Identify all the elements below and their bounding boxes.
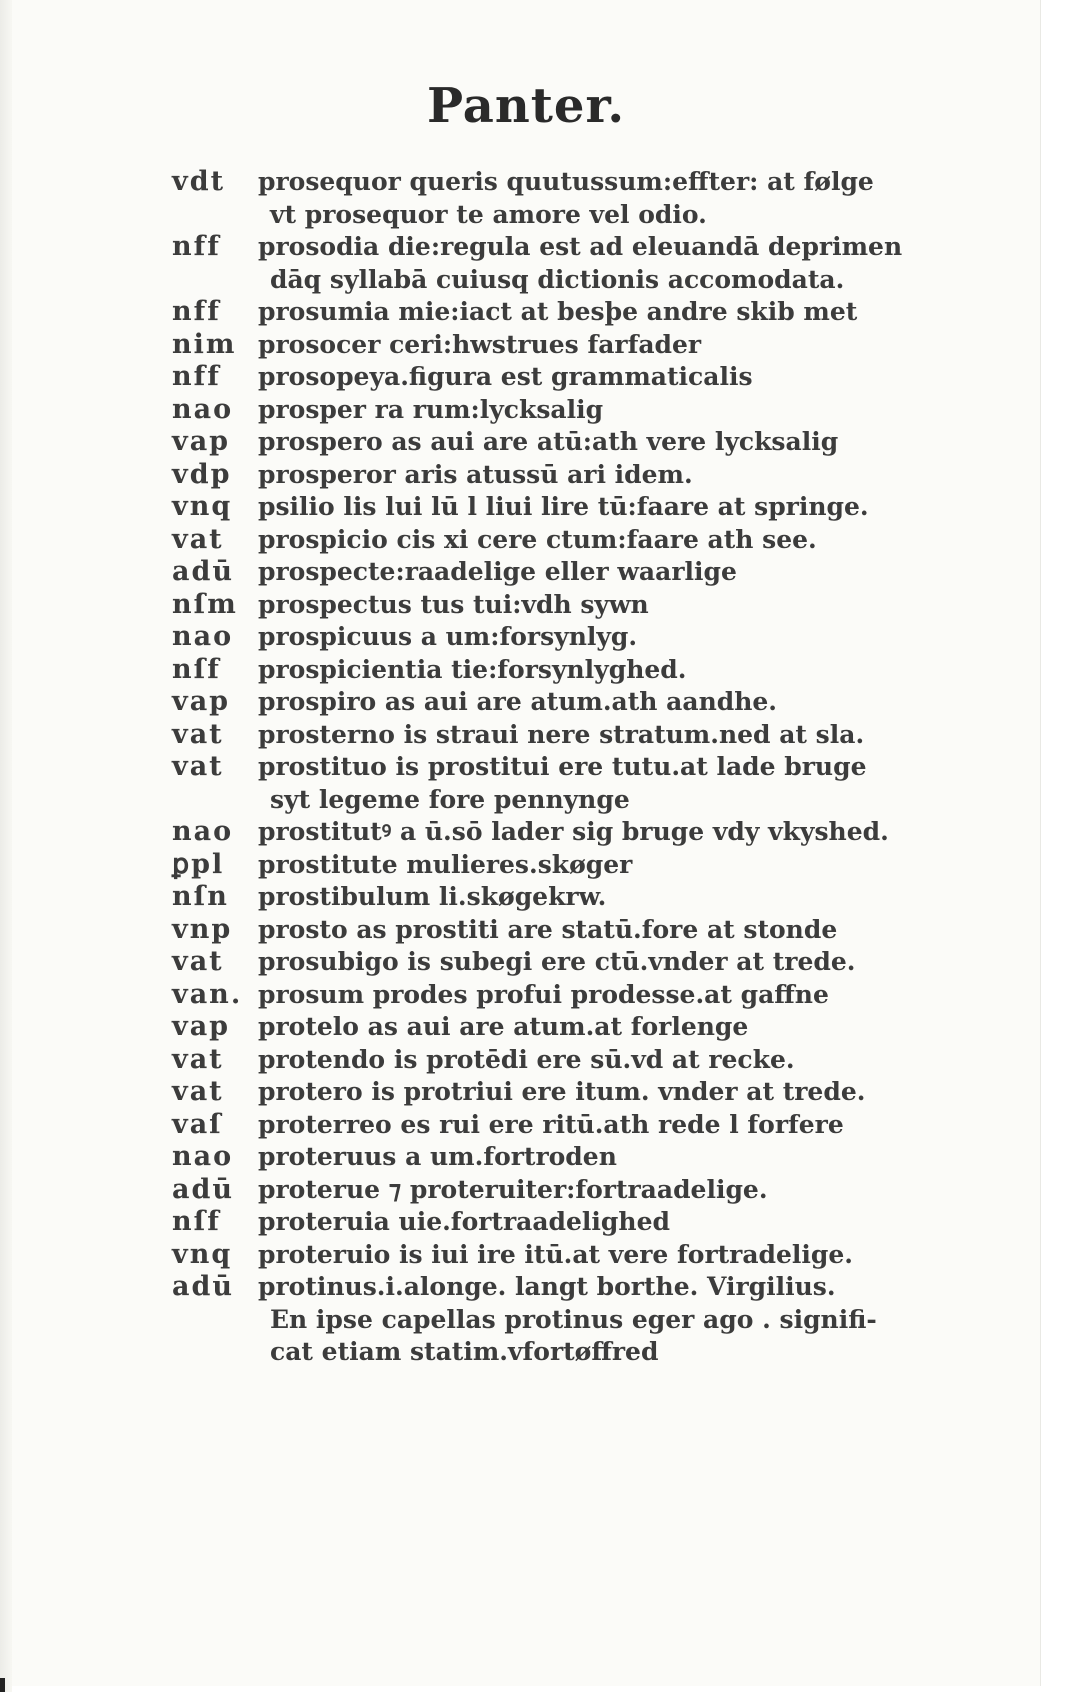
dictionary-entry <box>172 654 972 687</box>
entry-headline: prospicientia tie:forsynlyghed. <box>258 654 687 684</box>
entry-headline: prosodia die:regula est ad eleuandā deprimen <box>258 232 903 261</box>
grammar-code: nſf <box>172 653 221 685</box>
grammar-code: nſm <box>172 588 238 620</box>
entry-headline: proterue ⁊ proteruiter:fortraadelige. <box>258 1174 768 1204</box>
dictionary-entry <box>172 1076 972 1109</box>
entry-text <box>258 296 972 329</box>
entry-text <box>258 329 972 362</box>
entry-text <box>258 166 972 231</box>
scan-corner-mark <box>0 1678 5 1692</box>
entry-text <box>258 524 972 557</box>
grammar-code: vap <box>172 426 231 457</box>
grammar-code: vap <box>172 1011 231 1042</box>
entry-headline: prosper ra rum:lycksalig <box>258 394 604 424</box>
entry-text <box>258 979 972 1012</box>
entry-text <box>258 361 972 394</box>
entry-headline: prospicuus a um:forsynlyg. <box>258 622 638 651</box>
dictionary-entry <box>172 459 972 492</box>
entry-text <box>258 621 972 654</box>
entry-headline: proteruus a um.fortroden <box>258 1142 617 1171</box>
entry-text <box>258 816 972 849</box>
dictionary-entries <box>172 166 972 1369</box>
entry-text <box>258 719 972 752</box>
grammar-code: vap <box>172 686 231 717</box>
dictionary-entry <box>172 361 972 394</box>
entry-text <box>258 394 972 427</box>
dictionary-entry <box>172 589 972 622</box>
dictionary-entry <box>172 751 972 816</box>
entry-headline: prosequor queris quutussum:effter: at følge <box>258 167 874 196</box>
dictionary-entry <box>172 719 972 752</box>
entry-headline: prostitutꝰ a ū.sō lader sig bruge vdy vkyshed. <box>258 817 889 846</box>
dictionary-entry <box>172 621 972 654</box>
entry-text <box>258 589 972 622</box>
dictionary-entry <box>172 426 972 459</box>
dictionary-entry <box>172 1271 972 1369</box>
entry-headline: prosto as prostiti are statū.fore at stonde <box>258 914 838 944</box>
dictionary-entry <box>172 946 972 979</box>
dictionary-entry <box>172 849 972 882</box>
entry-headline: protendo is protēdi ere sū.vd at recke. <box>258 1044 795 1074</box>
dictionary-entry <box>172 1109 972 1142</box>
entry-text <box>258 1271 972 1369</box>
grammar-code: vaſ <box>172 1108 223 1140</box>
entry-text <box>258 1076 972 1109</box>
grammar-code: nſf <box>172 1206 221 1237</box>
dictionary-entry <box>172 231 972 296</box>
dictionary-entry <box>172 1141 972 1174</box>
grammar-code: nao <box>172 393 234 425</box>
entry-continuation: syt legeme fore pennynge <box>270 784 630 814</box>
entry-headline: psilio lis lui lū l liui lire tū:faare at springe. <box>258 492 869 521</box>
entry-headline: prosocer ceri:hwstrues farfader <box>258 329 702 359</box>
dictionary-entry <box>172 1011 972 1044</box>
grammar-code: van. <box>172 978 243 1010</box>
grammar-code: nao <box>172 1141 234 1172</box>
entry-text <box>258 751 972 816</box>
dictionary-entry <box>172 1174 972 1207</box>
entry-headline: prosperor aris atussū ari idem. <box>258 459 693 489</box>
entry-text <box>258 1174 972 1207</box>
grammar-code: vat <box>172 718 224 750</box>
dictionary-entry <box>172 914 972 947</box>
entry-headline: prostibulum li.skøgekrw. <box>258 882 607 911</box>
dictionary-entry <box>172 296 972 329</box>
grammar-code: nff <box>172 361 221 392</box>
grammar-code: vnq <box>172 1238 233 1270</box>
grammar-code: adū <box>172 1271 235 1302</box>
entry-text <box>258 1044 972 1077</box>
dictionary-entry <box>172 1239 972 1272</box>
grammar-code: vnp <box>172 913 233 945</box>
entry-headline: prostitute mulieres.skøger <box>258 849 633 879</box>
grammar-code: nao <box>172 816 234 847</box>
entry-text <box>258 914 972 947</box>
entry-headline: prosum prodes profui prodesse.at gaffne <box>258 979 829 1009</box>
entry-headline: proteruia uie.fortraadelighed <box>258 1207 670 1236</box>
entry-headline: prospero as aui are atū:ath vere lycksalig <box>258 427 839 456</box>
entry-headline: prospecte:raadelige eller waarlige <box>258 557 737 586</box>
grammar-code: nao <box>172 621 234 652</box>
dictionary-entry <box>172 881 972 914</box>
dictionary-entry <box>172 686 972 719</box>
grammar-code: nff <box>172 231 221 262</box>
scan-edge-shadow <box>0 0 12 1692</box>
dictionary-entry <box>172 166 972 231</box>
grammar-code: vat <box>172 1043 224 1075</box>
dictionary-entry <box>172 394 972 427</box>
entry-continuation: dāq syllabā cuiusq dictionis accomodata. <box>270 264 845 294</box>
entry-headline: prospectus tus tui:vdh sywn <box>258 589 649 619</box>
entry-continuation: vt prosequor te amore vel odio. <box>270 199 707 229</box>
entry-headline: proterreo es rui ere ritū.ath rede l forfere <box>258 1109 844 1139</box>
entry-text <box>258 459 972 492</box>
entry-text <box>258 426 972 459</box>
grammar-code: vat <box>172 946 224 977</box>
dictionary-entry <box>172 329 972 362</box>
entry-text <box>258 556 972 589</box>
entry-headline: prostituo is prostitui ere tutu.at lade bruge <box>258 752 867 781</box>
grammar-code: vat <box>172 1076 224 1107</box>
entry-headline: proteruio is iui ire itū.at vere fortradelige. <box>258 1239 854 1269</box>
entry-headline: protinus.i.alonge. langt borthe. Virgilius. <box>258 1272 836 1301</box>
dictionary-entry <box>172 556 972 589</box>
entry-text <box>258 1239 972 1272</box>
entry-text <box>258 946 972 979</box>
entry-text <box>258 1109 972 1142</box>
entry-continuation: cat etiam statim.vfortøffred <box>270 1337 659 1366</box>
grammar-code: vat <box>172 523 224 555</box>
dictionary-entry <box>172 524 972 557</box>
entry-text <box>258 654 972 687</box>
entry-headline: prospicio cis xi cere ctum:faare ath see. <box>258 524 817 554</box>
grammar-code: nim <box>172 328 237 360</box>
grammar-code: nff <box>172 296 221 327</box>
dictionary-entry <box>172 1044 972 1077</box>
entry-headline: prospiro as aui are atum.ath aandhe. <box>258 687 778 716</box>
dictionary-entry <box>172 816 972 849</box>
grammar-code: adū <box>172 1173 235 1205</box>
entry-text <box>258 231 972 296</box>
entry-headline: prosubigo is subegi ere ctū.vnder at trede. <box>258 947 856 976</box>
page <box>12 0 1041 1686</box>
dictionary-entry <box>172 979 972 1012</box>
grammar-code: adū <box>172 556 235 587</box>
grammar-code: nſn <box>172 881 229 912</box>
grammar-code: ꝑpl <box>172 848 225 880</box>
entry-text <box>258 686 972 719</box>
entry-text <box>258 1011 972 1044</box>
entry-headline: prosumia mie:iact at besþe andre skib met <box>258 297 858 326</box>
grammar-code: vat <box>172 751 224 782</box>
entry-headline: protero is protriui ere itum. vnder at trede. <box>258 1077 866 1106</box>
grammar-code: vdp <box>172 458 232 490</box>
entry-text <box>258 849 972 882</box>
entry-text <box>258 1206 972 1239</box>
entry-text <box>258 491 972 524</box>
dictionary-entry <box>172 1206 972 1239</box>
entry-continuation: En ipse capellas protinus eger ago . signifi- <box>270 1304 877 1334</box>
grammar-code: vdt <box>172 166 226 197</box>
entry-text <box>258 1141 972 1174</box>
entry-headline: prosterno is straui nere stratum.ned at sla. <box>258 719 865 749</box>
entry-headline: protelo as aui are atum.at forlenge <box>258 1012 749 1041</box>
grammar-code: vnq <box>172 491 233 522</box>
entry-text <box>258 881 972 914</box>
page-header: Panter. <box>426 78 626 134</box>
dictionary-entry <box>172 491 972 524</box>
entry-headline: prosopeya.figura est grammaticalis <box>258 362 753 391</box>
